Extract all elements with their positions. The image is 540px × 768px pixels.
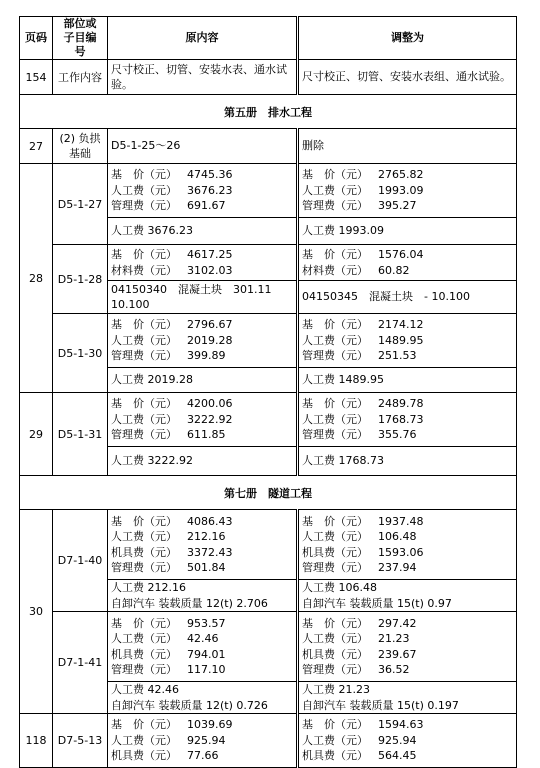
- orig-content: 人工费 3222.92: [108, 447, 298, 476]
- label-mgmt: 管理费（元）: [302, 349, 368, 363]
- label-mgmt: 管理费（元）: [302, 663, 368, 676]
- new-content: 04150345 混凝土块 - 10.100: [298, 281, 517, 314]
- orig-content: [108, 393, 298, 447]
- value: 4745.36: [187, 168, 233, 182]
- value: 21.23: [378, 632, 410, 645]
- label-machine: 机具费（元）: [302, 545, 368, 559]
- value: 1768.73: [378, 412, 424, 426]
- item-code: D5-1-30: [53, 314, 108, 393]
- new-content: [298, 682, 517, 714]
- label-labor: 人工费（元）: [302, 632, 368, 645]
- value: 2489.78: [378, 397, 424, 411]
- label-labor: 人工费（元）: [111, 530, 177, 543]
- new-line: 自卸汽车 装载质量 15(t) 0.197: [302, 698, 459, 712]
- value: 564.45: [378, 749, 417, 763]
- page-number: 27: [20, 129, 53, 164]
- label-base: 基 价（元）: [111, 318, 177, 332]
- new-content: 人工费 1489.95: [298, 368, 517, 393]
- item-code: D5-1-27: [53, 164, 108, 245]
- orig-line: 自卸汽车 装载质量 12(t) 0.726: [111, 698, 268, 712]
- label-base: 基 价（元）: [302, 718, 368, 732]
- value: 3676.23: [187, 183, 233, 197]
- table-row: [20, 164, 517, 218]
- new-content: [298, 314, 517, 368]
- value: 1576.04: [378, 248, 424, 261]
- table-row: [20, 714, 517, 768]
- value: 239.67: [378, 647, 417, 661]
- orig-content: [108, 580, 298, 612]
- label-base: 基 价（元）: [302, 616, 368, 630]
- section-volume: 第七册: [224, 486, 257, 500]
- value: 212.16: [187, 530, 226, 543]
- value: 1593.06: [378, 545, 424, 559]
- header-row: [20, 17, 517, 60]
- label-labor: 人工费（元）: [302, 333, 368, 347]
- label-mgmt: 管理费（元）: [302, 561, 368, 574]
- item-code: D7-5-13: [53, 714, 108, 768]
- label-base: 基 价（元）: [111, 397, 177, 411]
- item-code: 工作内容: [53, 60, 108, 95]
- section-name: 排水工程: [268, 105, 312, 119]
- new-content: 人工费 1993.09: [298, 218, 517, 245]
- table-row: [20, 129, 517, 164]
- new-content: 人工费 1768.73: [298, 447, 517, 476]
- orig-content: 人工费 3676.23: [108, 218, 298, 245]
- orig-content: 人工费 2019.28: [108, 368, 298, 393]
- value: 1039.69: [187, 718, 233, 732]
- label-mgmt: 管理费（元）: [111, 561, 177, 574]
- page-number: 118: [20, 714, 53, 768]
- value: 4200.06: [187, 397, 233, 411]
- label-machine: 机具费（元）: [302, 749, 368, 763]
- value: 36.52: [378, 663, 410, 676]
- orig-content: [108, 510, 298, 580]
- label-material: 材料费（元）: [302, 263, 368, 277]
- value: 3372.43: [187, 545, 233, 559]
- label-mgmt: 管理费（元）: [111, 663, 177, 676]
- value: 2765.82: [378, 168, 424, 182]
- value: 4086.43: [187, 514, 233, 528]
- section-title: [20, 476, 517, 510]
- value: 691.67: [187, 199, 226, 213]
- label-base: 基 价（元）: [302, 168, 368, 182]
- page-number: 29: [20, 393, 53, 476]
- header-orig: 原内容: [108, 17, 298, 60]
- value: 925.94: [187, 733, 226, 747]
- label-labor: 人工费（元）: [302, 183, 368, 197]
- section-volume: 第五册: [224, 105, 257, 119]
- value: 3102.03: [187, 263, 233, 277]
- page-number: 154: [20, 60, 53, 95]
- item-code: D7-1-41: [53, 612, 108, 714]
- new-line: 自卸汽车 装载质量 15(t) 0.97: [302, 596, 452, 610]
- orig-content: [108, 314, 298, 368]
- value: 42.46: [187, 632, 219, 645]
- label-mgmt: 管理费（元）: [302, 428, 368, 442]
- label-labor: 人工费（元）: [302, 412, 368, 426]
- label-base: 基 价（元）: [111, 514, 177, 528]
- new-content: 删除: [298, 129, 517, 164]
- label-machine: 机具费（元）: [111, 749, 177, 763]
- label-machine: 机具费（元）: [111, 545, 177, 559]
- value: 106.48: [378, 530, 417, 543]
- label-labor: 人工费（元）: [111, 333, 177, 347]
- label-base: 基 价（元）: [111, 616, 177, 630]
- label-labor: 人工费（元）: [111, 632, 177, 645]
- new-content: [298, 612, 517, 682]
- label-labor: 人工费（元）: [111, 412, 177, 426]
- new-content: [298, 580, 517, 612]
- orig-content: [108, 682, 298, 714]
- label-machine: 机具费（元）: [111, 647, 177, 661]
- table-row: [20, 510, 517, 580]
- orig-content: [108, 612, 298, 682]
- value: 3222.92: [187, 412, 233, 426]
- value: 2174.12: [378, 318, 424, 332]
- page-number: 30: [20, 510, 53, 714]
- orig-line: 人工费 212.16: [111, 581, 186, 594]
- new-content: [298, 510, 517, 580]
- label-labor: 人工费（元）: [111, 733, 177, 747]
- header-page: 页码: [20, 17, 53, 60]
- section-title: [20, 95, 517, 129]
- label-material: 材料费（元）: [111, 263, 177, 277]
- value: 4617.25: [187, 248, 233, 261]
- orig-content: 尺寸校正、切管、安装水表、通水试验。: [108, 60, 298, 95]
- orig-line: 人工费 42.46: [111, 683, 179, 696]
- label-mgmt: 管理费（元）: [111, 199, 177, 213]
- label-base: 基 价（元）: [302, 397, 368, 411]
- value: 77.66: [187, 749, 219, 763]
- section-name: 隧道工程: [268, 486, 312, 500]
- label-base: 基 价（元）: [302, 514, 368, 528]
- table-row: [20, 612, 517, 682]
- value: 355.76: [378, 428, 417, 442]
- orig-content: D5-1-25～26: [108, 129, 298, 164]
- value: 395.27: [378, 199, 417, 213]
- label-base: 基 价（元）: [111, 248, 177, 261]
- new-line: 人工费 106.48: [302, 581, 377, 594]
- label-machine: 机具费（元）: [302, 647, 368, 661]
- section-heading-row: [20, 95, 517, 129]
- label-labor: 人工费（元）: [111, 183, 177, 197]
- new-content: 尺寸校正、切管、安装水表组、通水试验。: [298, 60, 517, 95]
- value: 2796.67: [187, 318, 233, 332]
- value: 1937.48: [378, 514, 424, 528]
- label-mgmt: 管理费（元）: [111, 428, 177, 442]
- table-row: [20, 314, 517, 368]
- new-line: 人工费 21.23: [302, 683, 370, 696]
- item-code: (2) 负拱基础: [53, 129, 108, 164]
- value: 501.84: [187, 561, 226, 574]
- value: 953.57: [187, 616, 226, 630]
- label-base: 基 价（元）: [302, 248, 368, 261]
- value: 297.42: [378, 616, 417, 630]
- new-content: [298, 164, 517, 218]
- value: 794.01: [187, 647, 226, 661]
- value: 60.82: [378, 263, 410, 277]
- value: 237.94: [378, 561, 417, 574]
- value: 251.53: [378, 349, 417, 363]
- label-labor: 人工费（元）: [302, 733, 368, 747]
- errata-table: [19, 16, 517, 768]
- orig-line: 自卸汽车 装载质量 12(t) 2.706: [111, 596, 268, 610]
- table-row: [20, 245, 517, 281]
- new-content: [298, 714, 517, 768]
- header-new: 调整为: [298, 17, 517, 60]
- section-heading-row: [20, 476, 517, 510]
- value: 1594.63: [378, 718, 424, 732]
- value: 611.85: [187, 428, 226, 442]
- item-code: D7-1-40: [53, 510, 108, 612]
- orig-content: [108, 164, 298, 218]
- table-row: [20, 393, 517, 447]
- value: 2019.28: [187, 333, 233, 347]
- header-code: 部位或子目编号: [53, 17, 108, 60]
- item-code: D5-1-31: [53, 393, 108, 476]
- value: 1489.95: [378, 333, 424, 347]
- page-number: 28: [20, 164, 53, 393]
- label-base: 基 价（元）: [111, 168, 177, 182]
- orig-content: [108, 245, 298, 281]
- label-mgmt: 管理费（元）: [302, 199, 368, 213]
- new-content: [298, 393, 517, 447]
- new-content: [298, 245, 517, 281]
- value: 1993.09: [378, 183, 424, 197]
- item-code: D5-1-28: [53, 245, 108, 314]
- value: 117.10: [187, 663, 226, 676]
- label-labor: 人工费（元）: [302, 530, 368, 543]
- value: 925.94: [378, 733, 417, 747]
- orig-content: [108, 714, 298, 768]
- label-base: 基 价（元）: [302, 318, 368, 332]
- label-base: 基 价（元）: [111, 718, 177, 732]
- label-mgmt: 管理费（元）: [111, 349, 177, 363]
- orig-content: 04150340 混凝土块 301.11 10.100: [108, 281, 298, 314]
- value: 399.89: [187, 349, 226, 363]
- table-row: [20, 60, 517, 95]
